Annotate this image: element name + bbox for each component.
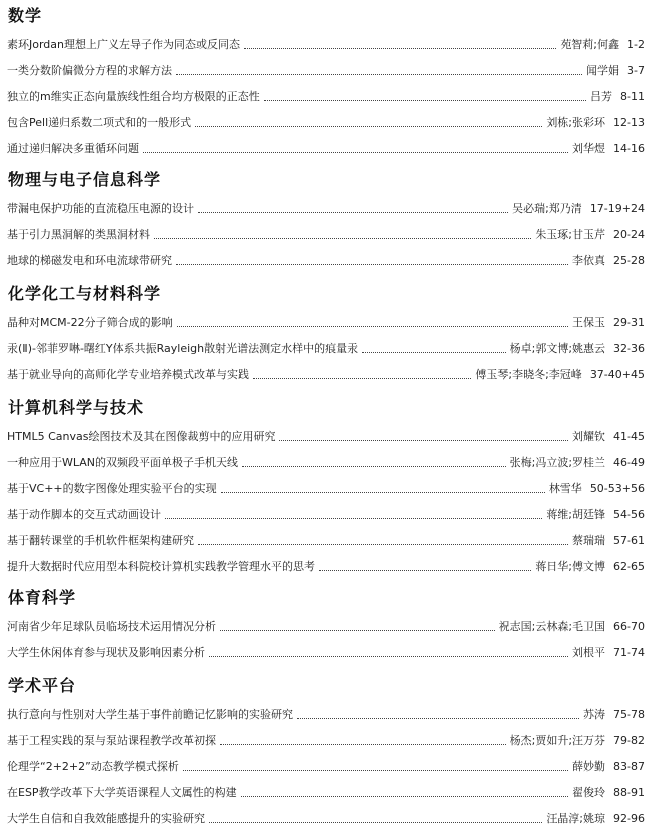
entry-pages: 25-28 bbox=[613, 254, 645, 267]
entry-authors: 闻学娟 bbox=[586, 64, 620, 77]
entry-authors: 薛妙勤 bbox=[572, 760, 606, 773]
entry-title: 包含Pell递归系数二项式和的一般形式 bbox=[7, 116, 192, 129]
toc-entry[interactable] bbox=[7, 224, 645, 242]
toc-entry[interactable] bbox=[7, 112, 645, 130]
toc-entry[interactable] bbox=[7, 478, 645, 496]
toc-entry[interactable] bbox=[7, 364, 645, 382]
toc-entry[interactable] bbox=[7, 198, 645, 216]
entry-title: 河南省少年足球队员临场技术运用情况分析 bbox=[7, 620, 216, 633]
dot-leader bbox=[220, 743, 506, 745]
toc-entry[interactable] bbox=[7, 808, 645, 826]
entry-pages: 79-82 bbox=[613, 734, 645, 747]
entry-title: 基于工程实践的泵与泵站课程教学改革初探 bbox=[7, 734, 216, 747]
entry-pages: 71-74 bbox=[613, 646, 645, 659]
entry-title: 独立的m维实正态向量族线性组合均方极限的正态性 bbox=[7, 90, 260, 103]
dot-leader bbox=[183, 769, 568, 771]
entry-title: 汞(Ⅱ)-邻菲罗啉-曙红Y体系共振Rayleigh散射光谱法测定水样中的痕量汞 bbox=[7, 342, 359, 355]
entry-title: 执行意向与性别对大学生基于事件前瞻记忆影响的实验研究 bbox=[7, 708, 293, 721]
toc-entry[interactable] bbox=[7, 60, 645, 78]
section-heading: 物理与电子信息科学 bbox=[8, 170, 162, 189]
toc-entry[interactable] bbox=[7, 782, 645, 800]
section-heading: 学术平台 bbox=[8, 676, 77, 695]
entry-pages: 8-11 bbox=[620, 90, 645, 103]
dot-leader bbox=[143, 151, 568, 153]
entry-title: 大学生自信和自我效能感提升的实验研究 bbox=[7, 812, 205, 825]
entry-pages: 57-61 bbox=[613, 534, 645, 547]
entry-title: 提升大数据时代应用型本科院校计算机实践教学管理水平的思考 bbox=[7, 560, 315, 573]
section-heading: 计算机科学与技术 bbox=[8, 398, 145, 417]
entry-authors: 刘耀钦 bbox=[572, 430, 606, 443]
entry-pages: 17-19+24 bbox=[589, 202, 645, 215]
entry-pages: 41-45 bbox=[613, 430, 645, 443]
entry-authors: 吴必瑞;郑乃清 bbox=[512, 202, 582, 215]
entry-authors: 林雪华 bbox=[548, 482, 582, 495]
entry-authors: 朱玉琢;甘玉芹 bbox=[535, 228, 606, 241]
entry-pages: 1-2 bbox=[627, 38, 645, 51]
section-heading: 数学 bbox=[8, 6, 43, 25]
dot-leader bbox=[221, 491, 545, 493]
entry-pages: 92-96 bbox=[613, 812, 645, 825]
entry-pages: 62-65 bbox=[613, 560, 645, 573]
entry-authors: 傅玉琴;李晓冬;李冠峰 bbox=[475, 368, 582, 381]
dot-leader bbox=[241, 795, 568, 797]
entry-pages: 37-40+45 bbox=[589, 368, 645, 381]
toc-entry[interactable] bbox=[7, 756, 645, 774]
dot-leader bbox=[242, 465, 506, 467]
entry-authors: 张梅;冯立波;罗桂兰 bbox=[509, 456, 606, 469]
dot-leader bbox=[264, 99, 586, 101]
dot-leader bbox=[176, 263, 568, 265]
entry-authors: 苏涛 bbox=[583, 708, 606, 721]
entry-title: 基于就业导向的高师化学专业培养模式改革与实践 bbox=[7, 368, 249, 381]
entry-pages: 3-7 bbox=[627, 64, 645, 77]
toc-entry[interactable] bbox=[7, 556, 645, 574]
entry-title: HTML5 Canvas绘图技术及其在图像裁剪中的应用研究 bbox=[7, 430, 276, 443]
entry-title: 带漏电保护功能的直流稳压电源的设计 bbox=[7, 202, 194, 215]
dot-leader bbox=[165, 517, 542, 519]
toc-entry[interactable] bbox=[7, 426, 645, 444]
entry-title: 素环Jordan理想上广义左导子作为同态或反同态 bbox=[7, 38, 240, 51]
dot-leader bbox=[209, 821, 542, 823]
toc-entry[interactable] bbox=[7, 138, 645, 156]
toc-entry[interactable] bbox=[7, 530, 645, 548]
entry-authors: 王保玉 bbox=[572, 316, 606, 329]
section-heading: 体育科学 bbox=[8, 588, 77, 607]
entry-authors: 汪晶淳;姚琼 bbox=[546, 812, 606, 825]
toc-entry[interactable] bbox=[7, 338, 645, 356]
entry-authors: 苑智莉;何鑫 bbox=[560, 38, 620, 51]
dot-leader bbox=[297, 717, 579, 719]
entry-authors: 刘栋;张彩环 bbox=[546, 116, 606, 129]
toc-entry[interactable] bbox=[7, 730, 645, 748]
entry-title: 晶种对MCM-22分子筛合成的影响 bbox=[7, 316, 173, 329]
dot-leader bbox=[209, 655, 568, 657]
dot-leader bbox=[220, 629, 495, 631]
entry-pages: 14-16 bbox=[613, 142, 645, 155]
entry-authors: 刘根平 bbox=[572, 646, 606, 659]
entry-title: 大学生休闲体育参与现状及影响因素分析 bbox=[7, 646, 205, 659]
entry-authors: 祝志国;云林森;毛卫国 bbox=[498, 620, 606, 633]
entry-pages: 75-78 bbox=[613, 708, 645, 721]
toc-entry[interactable] bbox=[7, 704, 645, 722]
section-heading: 化学化工与材料科学 bbox=[8, 284, 162, 303]
toc-entry[interactable] bbox=[7, 504, 645, 522]
toc-entry[interactable] bbox=[7, 34, 645, 52]
entry-authors: 杨杰;贾如升;汪万芬 bbox=[509, 734, 606, 747]
entry-authors: 杨卓;郭文博;姚惠云 bbox=[509, 342, 606, 355]
entry-title: 基于引力黑洞解的类黑洞材料 bbox=[7, 228, 150, 241]
dot-leader bbox=[253, 377, 471, 379]
entry-pages: 50-53+56 bbox=[589, 482, 645, 495]
entry-pages: 20-24 bbox=[613, 228, 645, 241]
entry-pages: 54-56 bbox=[613, 508, 645, 521]
entry-title: 一类分数阶偏微分方程的求解方法 bbox=[7, 64, 172, 77]
entry-title: 基于动作脚本的交互式动画设计 bbox=[7, 508, 161, 521]
entry-title: 基于VC++的数字图像处理实验平台的实现 bbox=[7, 482, 217, 495]
entry-authors: 翟俊玲 bbox=[572, 786, 606, 799]
toc-entry[interactable] bbox=[7, 312, 645, 330]
dot-leader bbox=[198, 543, 568, 545]
entry-title: 在ESP教学改革下大学英语课程人文属性的构建 bbox=[7, 786, 237, 799]
entry-pages: 29-31 bbox=[613, 316, 645, 329]
entry-pages: 66-70 bbox=[613, 620, 645, 633]
dot-leader bbox=[244, 47, 556, 49]
dot-leader bbox=[279, 439, 568, 441]
entry-pages: 12-13 bbox=[613, 116, 645, 129]
toc-entry[interactable] bbox=[7, 642, 645, 660]
dot-leader bbox=[176, 73, 582, 75]
entry-authors: 蒋日华;傅文博 bbox=[535, 560, 606, 573]
entry-title: 基于翻转课堂的手机软件框架构建研究 bbox=[7, 534, 194, 547]
dot-leader bbox=[198, 211, 508, 213]
entry-title: 伦理学“2+2+2”动态教学模式探析 bbox=[7, 760, 179, 773]
dot-leader bbox=[177, 325, 568, 327]
entry-title: 地球的梯磁发电和环电流球带研究 bbox=[7, 254, 172, 267]
dot-leader bbox=[362, 351, 505, 353]
entry-pages: 83-87 bbox=[613, 760, 645, 773]
entry-authors: 蔡瑞瑞 bbox=[572, 534, 606, 547]
entry-authors: 吕芳 bbox=[590, 90, 613, 103]
entry-pages: 46-49 bbox=[613, 456, 645, 469]
entry-authors: 刘华煜 bbox=[572, 142, 606, 155]
toc-entry[interactable] bbox=[7, 250, 645, 268]
dot-leader bbox=[319, 569, 531, 571]
dot-leader bbox=[154, 237, 531, 239]
entry-authors: 蒋维;胡廷锋 bbox=[546, 508, 606, 521]
entry-pages: 32-36 bbox=[613, 342, 645, 355]
toc-entry[interactable] bbox=[7, 452, 645, 470]
entry-authors: 李依真 bbox=[572, 254, 606, 267]
toc-entry[interactable] bbox=[7, 86, 645, 104]
entry-pages: 88-91 bbox=[613, 786, 645, 799]
dot-leader bbox=[195, 125, 542, 127]
toc-entry[interactable] bbox=[7, 616, 645, 634]
entry-title: 一种应用于WLAN的双频段平面单极子手机天线 bbox=[7, 456, 239, 469]
entry-title: 通过递归解决多重循环问题 bbox=[7, 142, 139, 155]
